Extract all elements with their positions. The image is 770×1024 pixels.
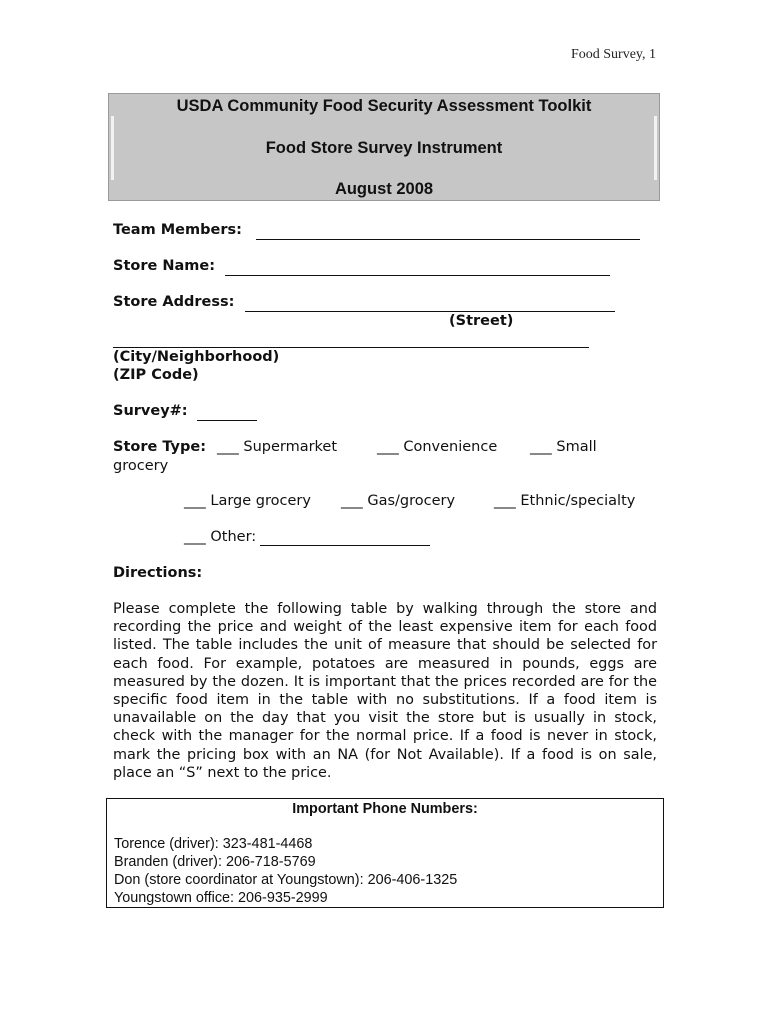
checkbox-blank: ___	[377, 439, 399, 455]
zip-hint: (ZIP Code)	[113, 367, 199, 383]
phone-numbers-box	[106, 798, 664, 908]
team-members-field[interactable]	[256, 239, 640, 240]
option-label: Other:	[210, 529, 257, 545]
survey-number-field[interactable]	[197, 420, 257, 421]
phone-entry: Branden (driver): 206-718-5769	[114, 854, 316, 870]
option-label: Convenience	[403, 439, 498, 455]
directions-heading: Directions:	[113, 565, 203, 581]
checkbox-blank: ___	[217, 439, 239, 455]
store-type-small[interactable]	[530, 439, 597, 455]
checkbox-blank: ___	[494, 493, 516, 509]
store-type-small-wrap: grocery	[113, 458, 169, 474]
title-box	[108, 93, 660, 201]
store-type-convenience[interactable]	[377, 439, 497, 455]
option-label: Ethnic/specialty	[520, 493, 636, 509]
phone-entry: Youngstown office: 206-935-2999	[114, 890, 328, 906]
store-address-city-field[interactable]	[113, 347, 589, 348]
date-title: August 2008	[334, 180, 434, 198]
street-hint: (Street)	[449, 313, 514, 329]
store-type-gas-grocery[interactable]	[341, 493, 455, 509]
store-type-large-grocery[interactable]	[184, 493, 311, 509]
store-type-other[interactable]	[184, 529, 256, 545]
option-label: Small	[556, 439, 597, 455]
checkbox-blank: ___	[530, 439, 552, 455]
running-header: Food Survey, 1	[570, 47, 656, 62]
directions-text: Please complete the following table by walking through the store and recording the price and weight of the least expensive item for each food listed. The table includes the unit of measure that should be selected for each food. For example, potatoes are measured in pounds, eggs are measured by the dozen. It is important that the prices recorded are for the specific food item in the table with no substitutions. If a food item is unavailable on the day that you visit the store but is usually in stock, check with the manager for the normal price. If a food is never in stock, mark the pricing box with an NA (for Not Available). If a food is on sale, place an “S” next to the price.	[113, 601, 657, 781]
option-label: Large grocery	[210, 493, 311, 509]
phone-entry: Don (store coordinator at Youngstown): 206-406-1325	[114, 872, 458, 888]
team-members-label: Team Members:	[113, 222, 242, 238]
survey-number-label: Survey#:	[113, 403, 188, 419]
checkbox-blank: ___	[184, 529, 206, 545]
checkbox-blank: ___	[184, 493, 206, 509]
store-address-label: Store Address:	[113, 294, 235, 310]
store-name-field[interactable]	[225, 275, 610, 276]
store-type-label: Store Type:	[113, 439, 207, 455]
store-type-ethnic-specialty[interactable]	[494, 493, 635, 509]
store-type-other-field[interactable]	[260, 545, 430, 546]
toolkit-title: USDA Community Food Security Assessment Toolkit	[176, 97, 592, 115]
store-name-label: Store Name:	[113, 258, 216, 274]
phone-numbers-title: Important Phone Numbers:	[292, 801, 478, 817]
checkbox-blank: ___	[341, 493, 363, 509]
instrument-title: Food Store Survey Instrument	[265, 139, 503, 157]
city-hint: (City/Neighborhood)	[113, 349, 280, 365]
phone-entry: Torence (driver): 323-481-4468	[114, 836, 313, 852]
store-type-supermarket[interactable]	[217, 439, 337, 455]
store-address-street-field[interactable]	[245, 311, 615, 312]
option-label: Supermarket	[243, 439, 338, 455]
option-label: Gas/grocery	[367, 493, 456, 509]
